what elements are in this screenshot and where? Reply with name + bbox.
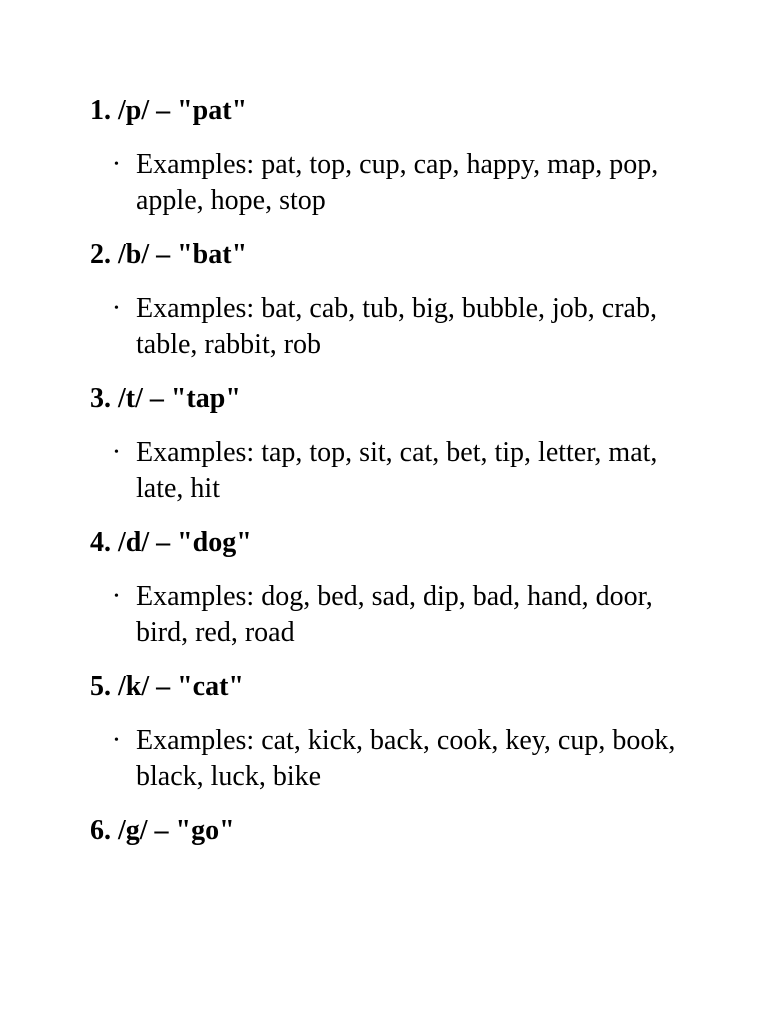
entry-b (90, 237, 708, 363)
example-text: Examples: bat, cab, tub, big, bubble, job, crab, table, rabbit, rob (136, 293, 657, 360)
example-item (90, 291, 696, 363)
entry-d (90, 525, 708, 651)
entry-p (90, 93, 708, 219)
example-list (90, 291, 708, 363)
example-text: Examples: pat, top, cup, cap, happy, map, pop, apple, hope, stop (136, 149, 659, 216)
example-item (90, 579, 696, 651)
example-text: Examples: tap, top, sit, cat, bet, tip, letter, mat, late, hit (136, 437, 658, 504)
bullet-icon: • (114, 301, 119, 316)
example-list (90, 579, 708, 651)
example-list (90, 435, 708, 507)
entry-heading: 5. /k/ – "cat" (90, 671, 244, 702)
entry-heading: 3. /t/ – "tap" (90, 383, 241, 414)
entry-heading: 6. /g/ – "go" (90, 815, 235, 846)
entry-heading: 4. /d/ – "dog" (90, 527, 252, 558)
bullet-icon: • (114, 445, 119, 460)
entry-t (90, 381, 708, 507)
entry-k (90, 669, 708, 795)
example-list (90, 147, 708, 219)
example-item (90, 435, 696, 507)
entry-heading: 1. /p/ – "pat" (90, 95, 248, 126)
example-item (90, 723, 696, 795)
example-item (90, 147, 696, 219)
bullet-icon: • (114, 157, 119, 172)
bullet-icon: • (114, 589, 119, 604)
entry-g (90, 813, 708, 849)
example-text: Examples: cat, kick, back, cook, key, cup, book, black, luck, bike (136, 725, 676, 792)
example-list (90, 723, 708, 795)
bullet-icon: • (114, 733, 119, 748)
entry-heading: 2. /b/ – "bat" (90, 239, 248, 270)
example-text: Examples: dog, bed, sad, dip, bad, hand, door, bird, red, road (136, 581, 653, 648)
